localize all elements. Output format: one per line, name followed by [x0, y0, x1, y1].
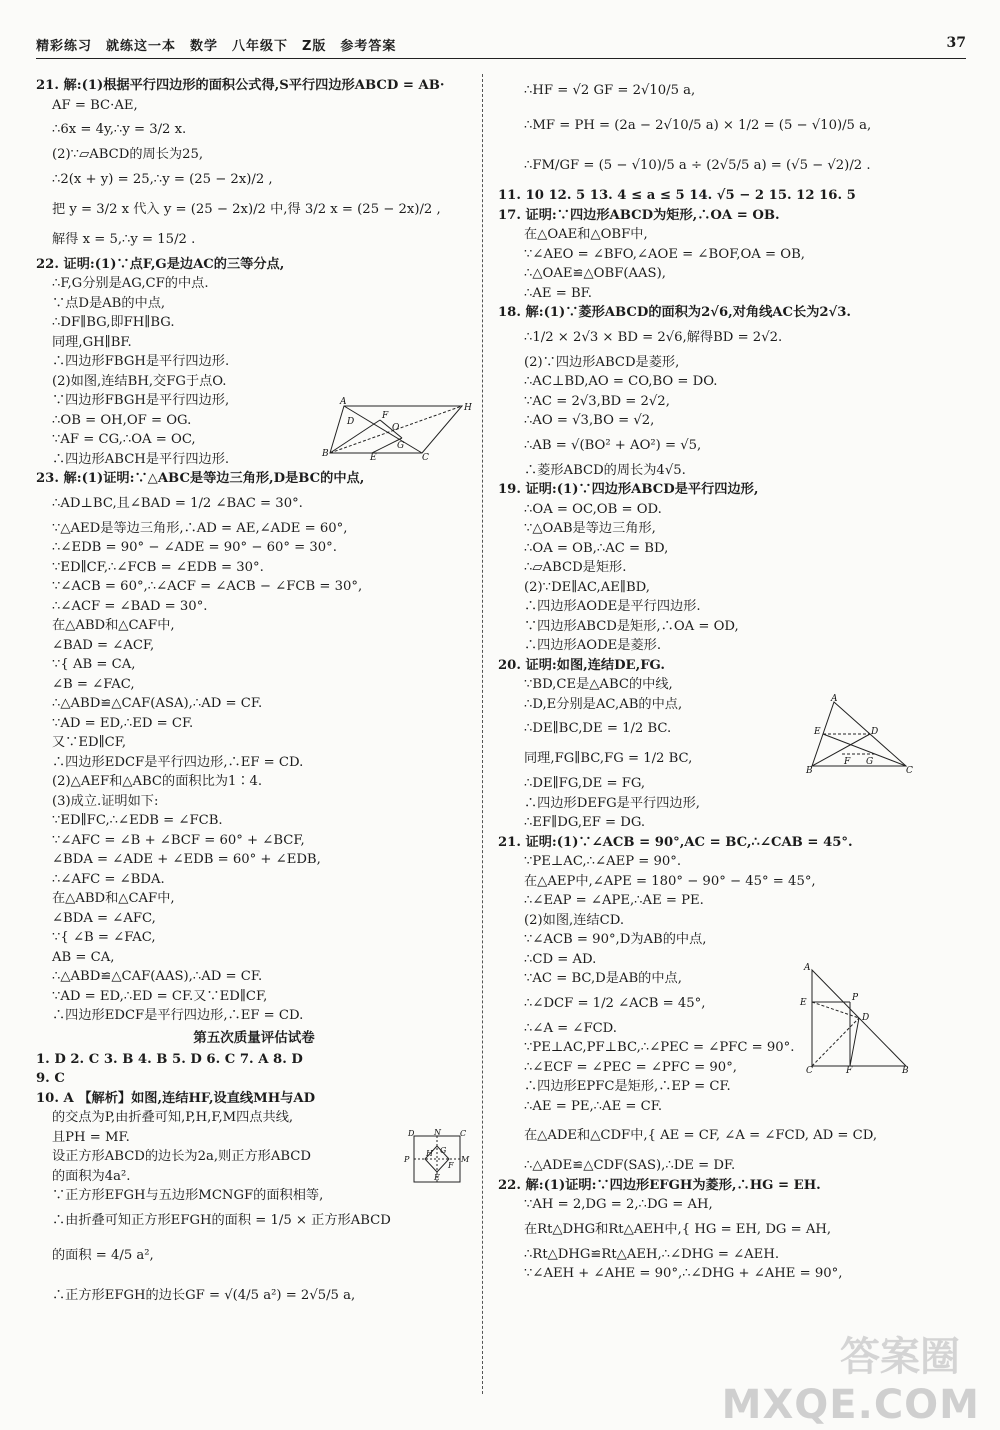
right-line: ∵PE⊥AC,∴∠AEP = 90°. [524, 854, 682, 869]
right-line: ∴OA = OC,OB = OD. [524, 501, 662, 517]
fig20-label-g: G [866, 757, 874, 767]
right-line: ∴AC⊥BD,AO = CO,BO = DO. [524, 374, 718, 389]
right-line: (2)如图,连结CD. [524, 912, 625, 928]
left-line: 解得 x = 5,∴y = 15/2 . [52, 231, 196, 247]
right-line: ∵四边形ABCD是矩形,∴OA = OD, [524, 618, 739, 634]
fig22-label-a: A [340, 397, 347, 407]
fig22-label-d: D [347, 417, 355, 427]
right-line: ∴OA = OB,∴AC = BD, [524, 540, 669, 556]
figure-q22-parallelogram [322, 397, 472, 463]
page-header [36, 30, 966, 58]
left-line: ∵ED∥FC,∴∠EDB = ∠FCB. [52, 813, 223, 828]
right-line: 22. 解:(1)证明:∵四边形EFGH为菱形,∴HG = EH. [498, 1177, 821, 1193]
right-line: ∴∠DCF = 1/2 ∠ACB = 45°, [524, 995, 706, 1011]
right-line: ∴四边形AODE是菱形. [524, 638, 662, 653]
right-line: ∴EF∥DG,EF = DG. [524, 815, 646, 830]
left-line: ∠B = ∠FAC, [52, 676, 135, 692]
right-line: ∴DE∥BC,DE = 1/2 BC. [524, 721, 672, 736]
left-line: ∴四边形EDCF是平行四边形,∴EF = CD. [52, 1008, 304, 1023]
right-line: ∴△OAE≌△OBF(AAS), [524, 266, 666, 281]
fig22-label-e: E [370, 453, 377, 463]
right-line: ∵∠AEO = ∠BFO,∠AOE = ∠BOF,OA = OB, [524, 246, 805, 262]
right-line: 在△AEP中,∠APE = 180° − 90° − 45° = 45°, [524, 873, 816, 889]
left-line: ∵四边形FBGH是平行四边形, [52, 393, 230, 408]
right-line: 在△ADE和△CDF中,{ AE = CF, ∠A = ∠FCD, AD = CD, [524, 1128, 878, 1143]
fig21-label-d: D [862, 1013, 870, 1023]
right-line: ∵BD,CE是△ABC的中线, [524, 677, 673, 692]
left-line: 的交点为P,由折叠可知,P,H,F,M四点共线, [52, 1110, 294, 1125]
left-line: ∴四边形EDCF是平行四边形,∴EF = CD. [52, 754, 304, 770]
right-line: ∴∠A = ∠FCD. [524, 1020, 617, 1036]
left-line: (3)成立.证明如下: [52, 793, 159, 809]
right-line: 18. 解:(1)∵菱形ABCD的面积为2√6,对角线AC长为2√3. [498, 305, 851, 320]
right-line: ∴DE∥FG,DE = FG, [524, 776, 646, 791]
right-line: ∵AC = 2√3,BD = 2√2, [524, 393, 670, 409]
left-line: 9. C [36, 1071, 65, 1086]
right-line: ∵AH = 2,DG = 2,∴DG = AH, [524, 1197, 713, 1212]
left-line: 同理,GH∥BF. [52, 334, 132, 350]
left-line: 第五次质量评估试卷 [193, 1029, 315, 1046]
fig21-label-f: F [846, 1066, 853, 1076]
left-line: ∴∠ACF = ∠BAD = 30°. [52, 598, 208, 614]
right-line: ∴AO = √3,BO = √2, [524, 413, 655, 428]
right-line: ∴四边形EPFC是矩形,∴EP = CF. [524, 1079, 731, 1094]
left-line: 在△ABD和△CAF中, [52, 618, 175, 633]
right-line: (2)∵四边形ABCD是菱形, [524, 354, 680, 370]
right-line: ∴D,E分别是AC,AB的中点, [524, 696, 683, 712]
fig21-label-a: A [804, 963, 811, 973]
left-line: 且PH = MF. [52, 1129, 130, 1145]
left-line: (2)△AEF和△ABC的面积比为1∶4. [52, 774, 263, 789]
fig10-label-m: M [461, 1155, 470, 1164]
right-line: ∴AE = BF. [524, 285, 592, 301]
header-title: 精彩练习 就练这一本 数学 八年级下 Z版 参考答案 [36, 39, 397, 54]
left-line: ∵正方形EFGH与五边形MCNGF的面积相等, [52, 1188, 324, 1203]
left-line: ∴∠AFC = ∠BDA. [52, 871, 165, 887]
right-line: ∴AE = PE,∴AE = CF. [524, 1098, 663, 1114]
right-line: ∴▱ABCD是矩形. [524, 560, 627, 575]
left-line: AF = BC·AE, [52, 97, 138, 113]
fig22-label-b: B [322, 449, 329, 459]
fig10-label-g: G [440, 1146, 447, 1155]
left-line: ∵AD = ED,∴ED = CF. [52, 715, 194, 731]
right-line: ∴∠ECF = ∠PEC = ∠PFC = 90°, [524, 1059, 737, 1075]
fig10-label-f: F [448, 1161, 454, 1170]
figure-q21-triangle [798, 962, 916, 1074]
fig20-label-d: D [871, 727, 879, 737]
figure-q10-square [404, 1128, 470, 1190]
left-line: ∴正方形EFGH的边长GF = √(4/5 a²) = 2√5/5 a, [52, 1287, 356, 1303]
right-line: ∵△OAB是等边三角形, [524, 521, 656, 536]
right-line: ∴1/2 × 2√3 × BD = 2√6,解得BD = 2√2. [524, 329, 783, 345]
left-line: ∵{ AB = CA, [52, 657, 136, 672]
fig20-label-b: B [806, 766, 813, 776]
right-line: 19. 证明:(1)∵四边形ABCD是平行四边形, [498, 482, 759, 497]
fig20-label-a: A [831, 694, 838, 704]
right-line: ∴HF = √2 GF = 2√10/5 a, [524, 83, 696, 98]
fig21-de [812, 1002, 859, 1018]
left-line: ∴△ABD≌△CAF(AAS),∴AD = CF. [52, 969, 263, 984]
fig20-label-c: C [906, 766, 913, 776]
left-line: 又∵ED∥CF, [52, 735, 127, 750]
fig10-label-c: C [460, 1129, 467, 1138]
right-line: 11. 10 12. 5 13. 4 ≤ a ≤ 5 14. √5 − 2 15. 12 16. 5 [498, 188, 856, 203]
left-line: 23. 解:(1)证明:∵△ABC是等边三角形,D是BC的中点, [36, 471, 365, 486]
header-rule [36, 58, 966, 59]
left-line: 在△ABD和△CAF中, [52, 891, 175, 906]
right-line: ∵AC = BC,D是AB的中点, [524, 971, 682, 986]
left-line: ∴OB = OH,OF = OG. [52, 412, 192, 428]
right-line: ∴菱形ABCD的周长为4√5. [524, 462, 686, 478]
left-line: ∵点D是AB的中点, [52, 295, 166, 311]
fig21-cd [812, 1018, 859, 1066]
fig22-label-c: C [422, 453, 429, 463]
left-line: 22. 证明:(1)∵点F,G是边AC的三等分点, [36, 256, 285, 272]
left-line: 设正方形ABCD的边长为2a,则正方形ABCD [52, 1149, 311, 1164]
left-line: (2)∵▱ABCD的周长为25, [52, 147, 204, 162]
right-line: ∵PE⊥AC,PF⊥BC,∴∠PEC = ∠PFC = 90°. [524, 1040, 795, 1055]
watermark-text: MXQE.COM [721, 1382, 980, 1428]
fig20-median-ce [823, 734, 906, 766]
left-line: ∴四边形FBGH是平行四边形. [52, 354, 230, 369]
left-line: ∵{ ∠B = ∠FAC, [52, 930, 156, 945]
fig21-label-p: P [852, 993, 859, 1003]
left-line: ∴四边形ABCH是平行四边形. [52, 451, 230, 467]
fig21-label-c: C [806, 1066, 813, 1076]
figure-q20-triangle [806, 694, 916, 774]
fig10-label-h: H [426, 1149, 433, 1158]
fig22-label-h: H [464, 403, 472, 413]
fig10-label-n: N [434, 1128, 441, 1137]
left-line: ∴DF∥BG,即FH∥BG. [52, 315, 175, 330]
right-line: 同理,FG∥BC,FG = 1/2 BC, [524, 751, 693, 766]
fig22-label-f: F [382, 411, 389, 421]
left-line: ∴△ABD≌△CAF(ASA),∴AD = CF. [52, 696, 263, 711]
fig10-label-e: E [434, 1173, 440, 1182]
fig22-bf [330, 420, 380, 453]
right-column [498, 76, 968, 1284]
fig21-label-e: E [800, 998, 807, 1008]
right-line: ∴CD = AD. [524, 951, 597, 967]
left-line: ∵AD = ED,∴ED = CF.又∵ED∥CF, [52, 988, 268, 1004]
left-line: 21. 解:(1)根据平行四边形的面积公式得,S平行四边形ABCD = AB· [36, 78, 445, 93]
right-line: ∵∠AEH + ∠AHE = 90°,∴∠DHG + ∠AHE = 90°, [524, 1266, 843, 1281]
fig22-label-g: G [397, 441, 405, 451]
left-line: ∴AD⊥BC,且∠BAD = 1/2 ∠BAC = 30°. [52, 495, 303, 511]
right-line: ∴FM/GF = (5 − √10)/5 a ÷ (2√5/5 a) = (√5 − √2)/2 . [524, 158, 871, 173]
fig22-label-o: O [392, 423, 400, 433]
watermark-cn: 答案圈 [840, 1334, 960, 1380]
left-line: ∴F,G分别是AG,CF的中点. [52, 276, 209, 291]
fig10-label-p: P [404, 1155, 410, 1164]
fig20-label-f: F [844, 757, 851, 767]
fig21-label-b: B [902, 1066, 909, 1076]
left-line: ∵AF = CG,∴OA = OC, [52, 432, 196, 447]
right-line: ∴∠EAP = ∠APE,∴AE = PE. [524, 893, 704, 908]
fig10-label-d: D [408, 1129, 415, 1138]
left-line: 10. A 【解析】如图,连结HF,设直线MH与AD [36, 1090, 316, 1106]
left-line: ∵∠ACB = 60°,∴∠ACF = ∠ACB − ∠FCB = 30°, [52, 579, 363, 594]
left-line: ∵ED∥CF,∴∠FCB = ∠EDB = 30°. [52, 559, 264, 575]
right-line: ∴Rt△DHG≌Rt△AEH,∴∠DHG = ∠AEH. [524, 1246, 780, 1262]
fig20-median-bd [812, 734, 870, 766]
right-line: ∴AB = √(BO² + AO²) = √5, [524, 437, 702, 453]
left-line: ∵△AED是等边三角形,∴AD = AE,∠ADE = 60°, [52, 520, 348, 536]
right-line: ∴四边形DEFG是平行四边形, [524, 795, 700, 811]
left-line: ∵∠AFC = ∠B + ∠BCF = 60° + ∠BCF, [52, 832, 305, 848]
right-line: ∴△ADE≌△CDF(SAS),∴DE = DF. [524, 1158, 736, 1173]
left-line: 1. D 2. C 3. B 4. B 5. D 6. C 7. A 8. D [36, 1051, 303, 1067]
column-divider [482, 74, 483, 1394]
left-line: 把 y = 3/2 x 代入 y = (25 − 2x)/2 中,得 3/2 x = (25 − 2x)/2 , [52, 201, 441, 217]
left-line: ∴2(x + y) = 25,∴y = (25 − 2x)/2 , [52, 171, 273, 187]
left-line: (2)如图,连结BH,交FG于点O. [52, 373, 227, 389]
left-line: AB = CA, [52, 949, 115, 965]
right-line: ∴四边形AODE是平行四边形. [524, 599, 701, 614]
right-line: ∴MF = PH = (2a − 2√10/5 a) × 1/2 = (5 − √10)/5 a, [524, 118, 872, 133]
right-line: 17. 证明:∵四边形ABCD为矩形,∴OA = OB. [498, 207, 780, 223]
fig20-label-e: E [814, 727, 821, 737]
left-line: ∠BAD = ∠ACF, [52, 637, 155, 653]
left-line: ∠BDA = ∠AFC, [52, 910, 156, 926]
left-line: ∠BDA = ∠ADE + ∠EDB = 60° + ∠EDB, [52, 852, 321, 867]
left-line: 的面积为4a². [52, 1168, 131, 1184]
right-line: 20. 证明:如图,连结DE,FG. [498, 657, 665, 673]
right-line: 21. 证明:(1)∵∠ACB = 90°,AC = BC,∴∠CAB = 45°. [498, 834, 853, 850]
right-line: 在△OAE和△OBF中, [524, 227, 648, 242]
right-line: (2)∵DE∥AC,AE∥BD, [524, 579, 650, 595]
left-line: 的面积 = 4/5 a², [52, 1247, 154, 1263]
page-number: 37 [946, 35, 966, 51]
left-line: ∴∠EDB = 90° − ∠ADE = 90° − 60° = 30°. [52, 540, 337, 555]
right-line: ∵∠ACB = 90°,D为AB的中点, [524, 932, 707, 947]
right-line: 在Rt△DHG和Rt△AEH中,{ HG = EH, DG = AH, [524, 1221, 832, 1237]
left-line: ∴由折叠可知正方形EFGH的面积 = 1/5 × 正方形ABCD [52, 1212, 391, 1228]
left-line: ∴6x = 4y,∴y = 3/2 x. [52, 122, 187, 137]
